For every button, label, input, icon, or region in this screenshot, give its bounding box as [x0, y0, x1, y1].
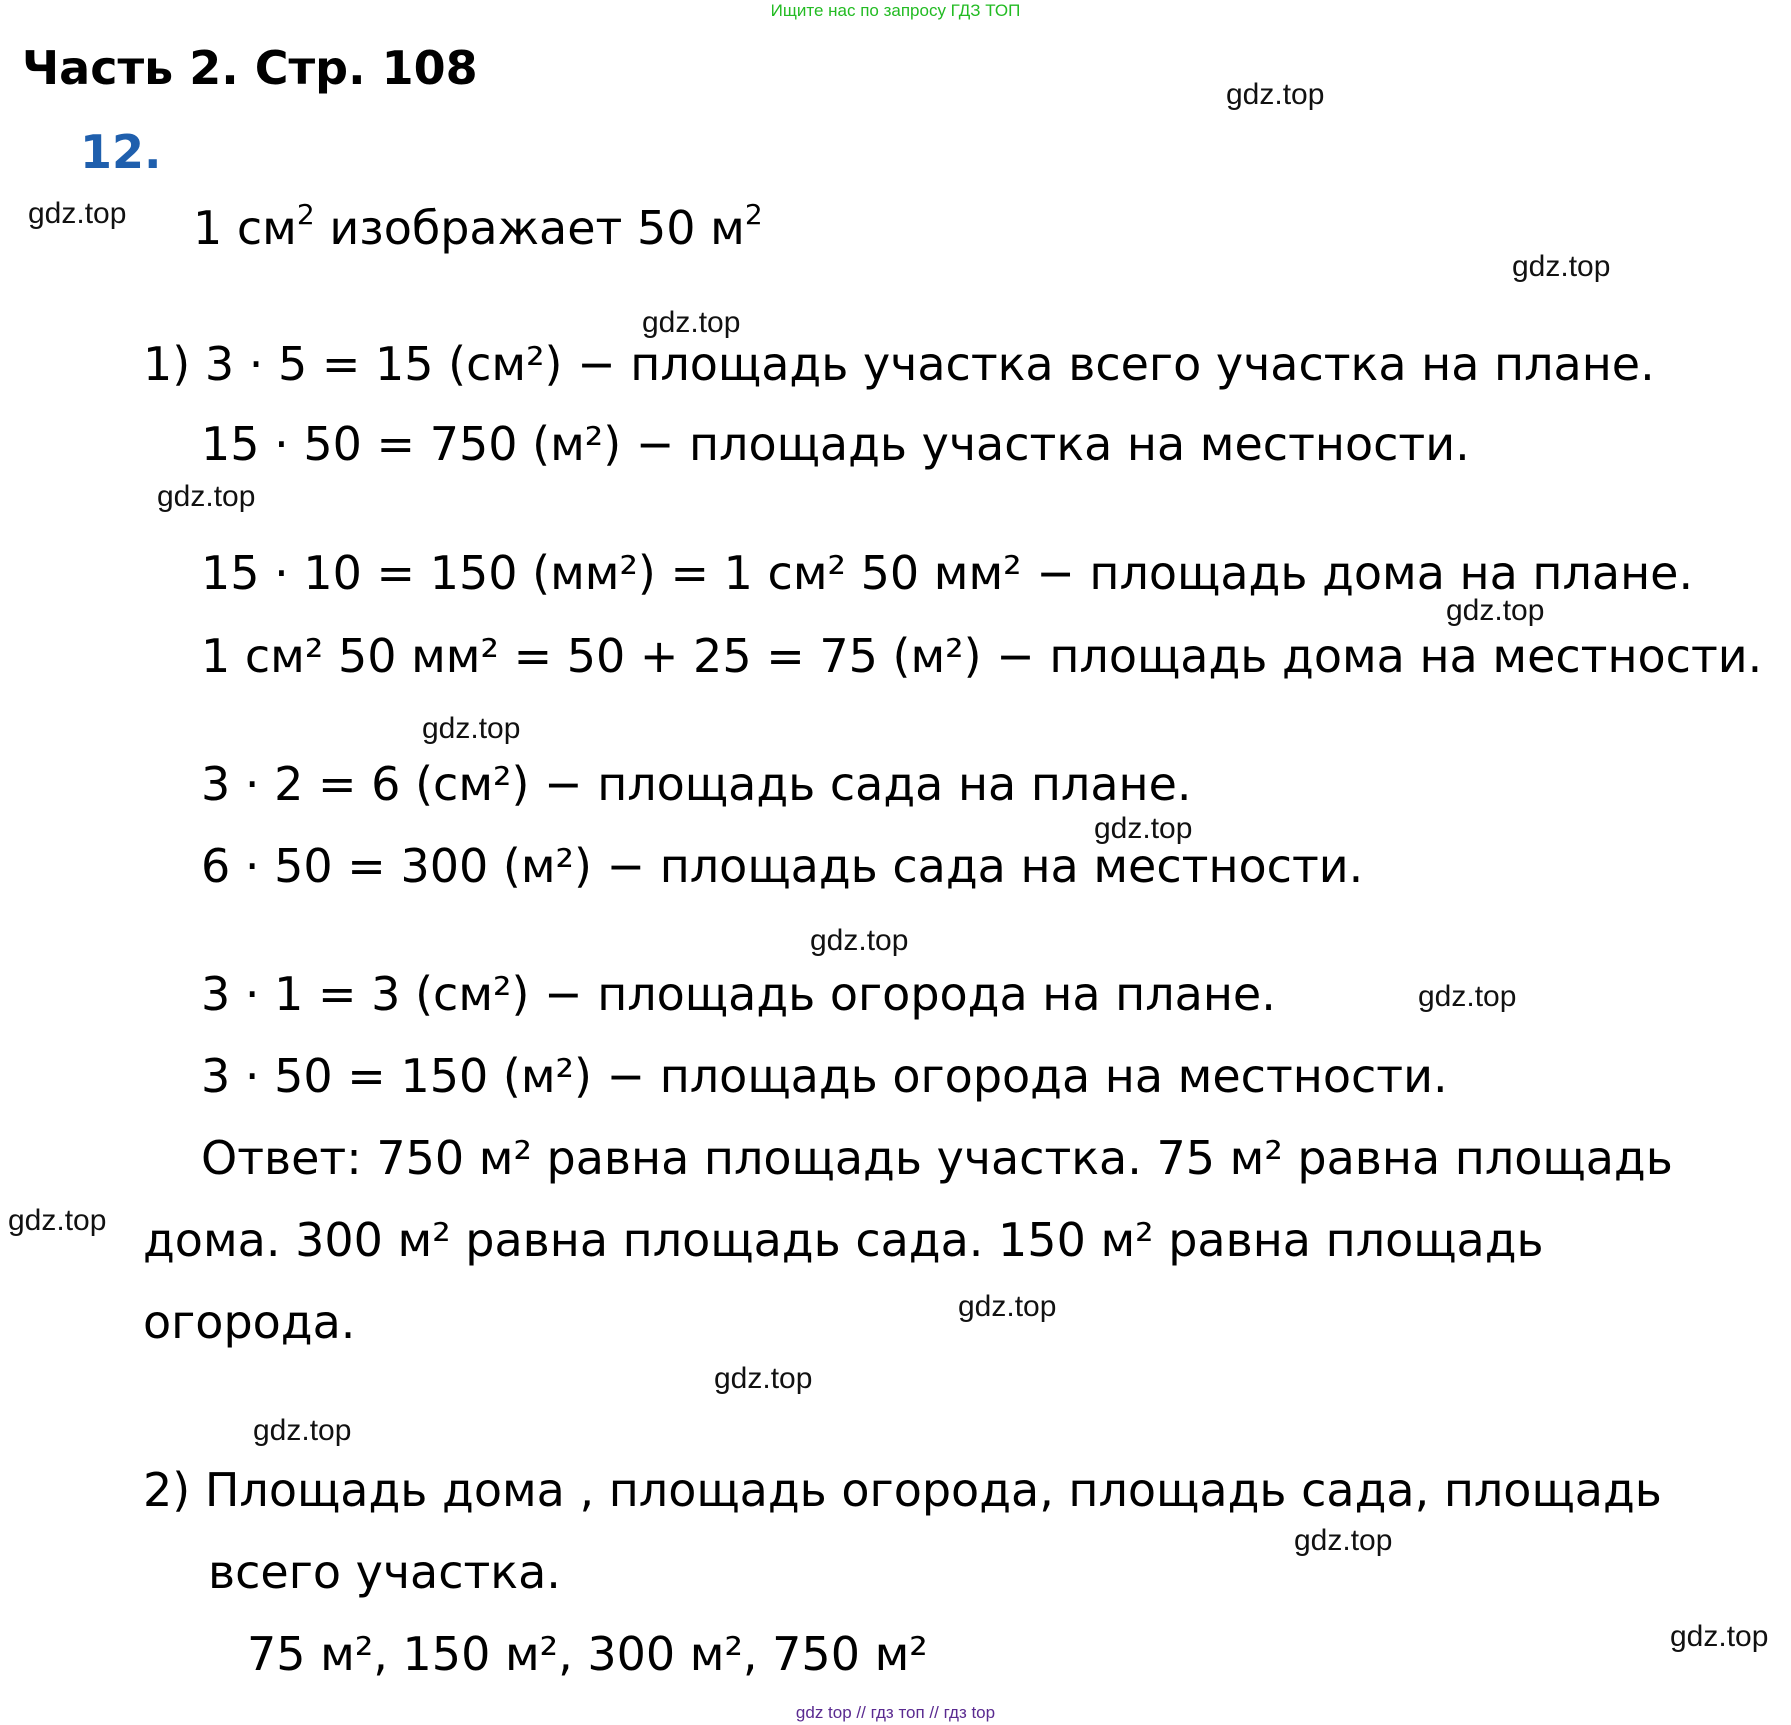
part2-line-2: всего участка.: [208, 1545, 561, 1599]
solution-line-4: 1 см² 50 мм² = 50 + 25 = 75 (м²) − площадь дома на местности.: [201, 629, 1763, 683]
watermark: gdz.top: [1094, 812, 1193, 845]
scale-middle: изображает 50 м: [329, 201, 745, 255]
scale-left: 1 см: [193, 201, 297, 255]
part2-line-3: 75 м², 150 м², 300 м², 750 м²: [247, 1627, 928, 1681]
watermark: gdz.top: [8, 1204, 107, 1237]
watermark: gdz.top: [1512, 250, 1611, 283]
watermark: gdz.top: [1670, 1620, 1769, 1653]
scale-statement: [193, 198, 763, 265]
part2-line-1: 2) Площадь дома , площадь огорода, площадь сада, площадь: [143, 1463, 1662, 1517]
watermark: gdz.top: [28, 197, 127, 230]
scale-exponent-2: 2: [744, 198, 763, 231]
watermark: gdz.top: [1418, 980, 1517, 1013]
task-number: 12.: [80, 125, 162, 179]
solution-line-8: 3 · 50 = 150 (м²) − площадь огорода на местности.: [201, 1049, 1448, 1103]
watermark: gdz.top: [422, 712, 521, 745]
watermark: gdz.top: [810, 924, 909, 957]
bottom-banner: gdz top // гдз топ // гдз top: [795, 1703, 996, 1722]
watermark: gdz.top: [958, 1290, 1057, 1323]
answer-line-1: Ответ: 750 м² равна площадь участка. 75 м² равна площадь: [201, 1131, 1673, 1185]
solution-line-7: 3 · 1 = 3 (см²) − площадь огорода на плане.: [201, 967, 1276, 1021]
top-banner: Ищите нас по запросу ГДЗ ТОП: [770, 1, 1021, 20]
part-title: Часть 2. Стр. 108: [22, 41, 478, 95]
solution-line-5: 3 · 2 = 6 (см²) − площадь сада на плане.: [201, 757, 1192, 811]
watermark: gdz.top: [1226, 78, 1325, 111]
watermark: gdz.top: [253, 1414, 352, 1447]
watermark: gdz.top: [1446, 594, 1545, 627]
watermark: gdz.top: [714, 1362, 813, 1395]
answer-line-3: огорода.: [143, 1295, 356, 1349]
solution-line-3: 15 · 10 = 150 (мм²) = 1 см² 50 мм² − площадь дома на плане.: [201, 546, 1694, 600]
solution-line-1: 1) 3 · 5 = 15 (см²) − площадь участка всего участка на плане.: [143, 337, 1655, 391]
watermark: gdz.top: [1294, 1524, 1393, 1557]
watermark: gdz.top: [157, 480, 256, 513]
solution-line-2: 15 · 50 = 750 (м²) − площадь участка на местности.: [201, 417, 1470, 471]
solution-line-6: 6 · 50 = 300 (м²) − площадь сада на местности.: [201, 839, 1364, 893]
watermark: gdz.top: [642, 306, 741, 339]
answer-line-2: дома. 300 м² равна площадь сада. 150 м² равна площадь: [143, 1213, 1544, 1267]
scale-exponent-1: 2: [296, 198, 315, 231]
